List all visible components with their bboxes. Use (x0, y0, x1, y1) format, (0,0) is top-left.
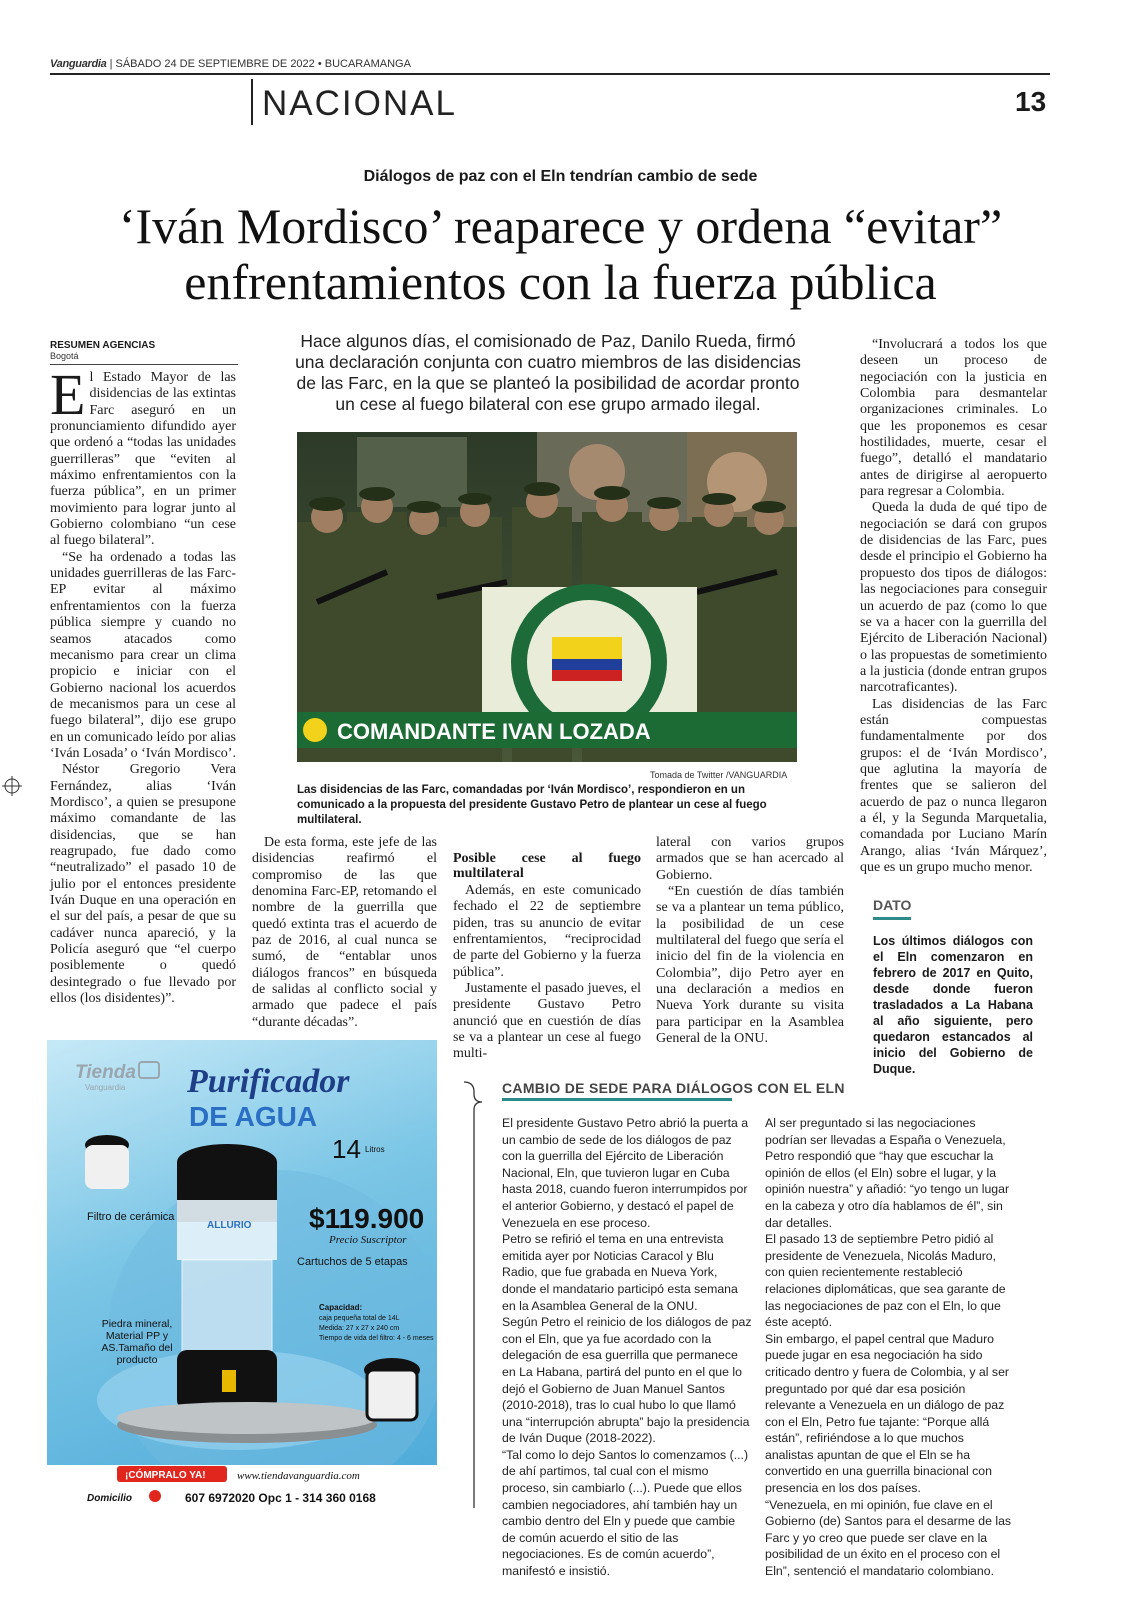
byline-author: RESUMEN AGENCIAS (50, 340, 156, 351)
paragraph: “Se ha ordenado a todas las unidades guerrilleras de las Farc-EP evitar al máximo enfrentamientos con la fuerza pública siempre y cuando no seamos atacados como mecanismo para crear un clima propicio e iniciar con el Gobierno nacional los acuerdos de mecanismos para un cese al fuego bilateral”, dijo ese grupo en un comunicado leído por alias ‘Iván Losada’ o ‘Iván Mordisco’. (50, 549, 236, 761)
photo-banner-text: COMANDANTE IVAN LOZADA (337, 719, 651, 744)
paragraph: Néstor Gregorio Vera Fernández, alias ‘Iván Mordisco’, a quien se presupone máximo comandante de las disidencias, que se han reagrupado, fue dado como “neutralizado” el pasado 10 de julio por el entonces presidente Iván Duque en una operación en el sur del país, a pesar de que su cadáver nunca apareció, y la Policía aseguró que “el cuerpo posiblemente o quedó desintegrado o fue llevado por ellos (los disidentes)”. (50, 762, 236, 1007)
paragraph: El presidente Gustavo Petro abrió la puerta a un cambio de sede de los diálogos de paz con la guerrilla del Ejército de Liberación Nacional, Eln, que tuvieron lugar en Cuba hasta 2018, cuando fueron interrumpidos por el anterior Gobierno, y destacó el papel de Venezuela en ese proceso. (502, 1116, 749, 1230)
article-column-3 (453, 851, 641, 1063)
ad-brand: Tienda (75, 1062, 136, 1083)
ad-cap-title: Capacidad: (319, 1303, 363, 1312)
deck: Hace algunos días, el comisionado de Paz, Danilo Rueda, firmó una declaración conjunta con cuatro miembros de las disidencias de las Farc, en la que se planteó la posibilidad de acordar pronto un cese al fuego bilateral con ese grupo armado ilegal. (295, 331, 801, 414)
page-number: 13 (1015, 86, 1047, 117)
ad-brand-sub: Vanguardia (85, 1083, 126, 1092)
masthead: Vanguardia | SÁBADO 24 DE SEPTIEMBRE DE 2022 • BUCARAMANGA (50, 58, 411, 70)
ad-price: $119.900 (309, 1203, 425, 1234)
paragraph: “Tal como lo dejo Santos lo comenzamos (...) de ahí partimos, tal cual con el mismo proceso, sin cambiarlo (...). Puede que ellos cambien negociadores, ahí también hay un cambio dentro del Eln y puede que cambie de común acuerdo el sitio de las negociaciones. Es de común acuerdo”, manifestó e insistió. (502, 1447, 749, 1579)
drop-cap: E (50, 362, 86, 427)
paragraph: “En cuestión de días también se va a plantear un tema público, la posibilidad de un cese multilateral del fuego que sería el inicio del fin de la violencia en Colombia”, dijo Petro ayer en una declaración a medios en Nueva York durante su visita para participar en la Asamblea General de la ONU. (656, 884, 844, 1047)
paragraph: Al ser preguntado si las negociaciones podrían ser llevadas a España o Venezuela, Petro respondió que “hay que escuchar la opinión de ellos (el Eln) sobre el lugar, y la opinión nuestra” y añadió: “yo tengo un lugar en la cabeza y otro día hablamos de él”, sin dar detalles. (765, 1116, 1010, 1230)
paragraph: Además, en este comunicado fechado el 22 de septiembre piden, tras su anuncio de evitar enfrentamientos, “reciprocidad de parte del Gobierno y la fuerza pública”. (453, 883, 641, 980)
top-rule (50, 73, 1050, 75)
article-column-4 (656, 835, 844, 1047)
sidebar-brace (462, 1080, 502, 1510)
ad-title-2: DE AGUA (189, 1101, 318, 1132)
article-subhead: Posible cese al fuego multilateral (453, 851, 641, 881)
dato-text: Los últimos diálogos con el Eln comenzaron en febrero de 2017 en Quito, desde donde fueron trasladados a La Habana al año siguiente, pero quedaron estancados al inicio del Gobierno de Duque. (873, 934, 1033, 1076)
photo-caption: Las disidencias de las Farc, comandadas por ‘Iván Mordisco’, respondieron en un comunicado a la propuesta del presidente Gustavo Petro de plantear un cese al fuego multilateral. (297, 784, 767, 826)
section-title: NACIONAL (262, 84, 457, 123)
ad-liters: 14 (332, 1134, 361, 1164)
sidebar-column-right (765, 1115, 1015, 1580)
registration-mark-icon (2, 776, 22, 796)
ad-cap-line1: caja pequeña total de 14L (319, 1315, 400, 1322)
paragraph: Las disidencias de las Farc están compuestas fundamentalmente por dos grupos: el de ‘Iván Mordisco’, que aglutina la mayoría de frentes que se salieron del acuerdo de paz o nunca llegaron a él, y la Segunda Marquetalia, comandada por Luciano Marín Arango, alias ‘Iván Márquez’, que es un grupo mucho menor. (860, 696, 1047, 875)
headline-line-1: ‘Iván Mordisco’ reaparece y ordena “evitar” (118, 198, 1003, 254)
article-column-2 (252, 835, 437, 1031)
paragraph: Según Petro el reinicio de los diálogos de paz con el Eln, que ya fue acordado con la delegación de esa guerrilla que permanece en La Habana, partirá del punto en el que lo dejó el Gobierno de Juan Manuel Santos (2010-2018), tras lo cual hubo lo que llamó una “interrupción abrupta” bajo la presidencia de Iván Duque (2018-2022). (502, 1315, 752, 1446)
photo-illustration (297, 432, 797, 762)
ad-label-filter: Filtro de cerámica (87, 1211, 175, 1223)
dato-rule (873, 917, 911, 920)
paragraph: lateral con varios grupos armados que se han acercado al Gobierno. (656, 835, 844, 883)
ad-title-1: Purificador (187, 1063, 350, 1100)
ad-url: www.tiendavanguardia.com (237, 1470, 360, 1482)
paragraph: Petro se refirió el tema en una entrevista emitida ayer por Noticias Caracol y Blu Radio, que fue grabada en Nueva York, donde el mandatario participó esta semana en la Asamblea General de la ONU. (502, 1232, 738, 1313)
sidebar-title: CAMBIO DE SEDE PARA DIÁLOGOS CON EL ELN (502, 1080, 845, 1096)
ad-label-cartridges: Cartuchos de 5 etapas (297, 1256, 408, 1268)
paragraph: El pasado 13 de septiembre Petro pidió al presidente de Venezuela, Nicolás Maduro, con quien recientemente restableció relaciones diplomáticas, que sea garante de las negociaciones de paz con el Eln, lo que éste aceptó. (765, 1232, 1006, 1330)
ad-artwork (47, 1040, 437, 1508)
byline-city: Bogotá (50, 351, 79, 361)
kicker: Diálogos de paz con el Eln tendrían cambio de sede (363, 168, 758, 185)
paragraph: “Venezuela, en mi opinión, fue clave en el Gobierno (de) Santos para el desarme de las Farc y yo creo que puede ser clave en la posibilidad de un éxito en el proceso con el Eln”, sentenció el mandatario colombiano. (765, 1497, 1012, 1579)
headline-line-2: enfrentamientos con la fuerza pública (184, 254, 937, 310)
ad-delivery: Domicilio (87, 1493, 133, 1504)
sidebar-column-left (502, 1115, 752, 1580)
advertisement-water-purifier[interactable] (47, 1040, 437, 1508)
ad-liters-unit: Litros (365, 1145, 385, 1154)
ad-cap-line3: Tiempo de vida del filtro: 4 - 6 meses (319, 1335, 434, 1342)
paragraph: “Involucrará a todos los que deseen un proceso de negociación con la justicia en Colombia para desmantelar organizaciones criminales. Lo que les proponemos es cesar hostilidades, muerte, cesar el fuego”, detalló el mandatario antes de dirigirse al aeropuerto para regresar a Colombia. (860, 337, 1047, 500)
dato-label: DATO (873, 897, 912, 913)
delivery-icon (149, 1490, 161, 1502)
ad-label-stone: Piedra mineral, Material PP y AS.Tamaño del producto (101, 1318, 173, 1366)
news-photo (297, 432, 797, 762)
cart-icon (139, 1062, 159, 1078)
ad-cta: ¡CÓMPRALO YA! (125, 1470, 206, 1481)
section-divider (251, 79, 253, 125)
headline (30, 198, 1091, 310)
article-column-1 (50, 362, 236, 1007)
ad-product-label: ALLURIO (207, 1220, 252, 1231)
paragraph: Sin embargo, el papel central que Maduro puede jugar en esa negociación ha sido criticado dentro y fuera de Colombia, y al ser preguntado por qué dar esa posición relevante a Venezuela en un diálogo de paz con el Eln, Petro fue tajante: “Porque allá están”, refiriéndose a lo que muchos analistas apuntan de que el Eln se ha convertido en una guerrilla binacional con presencia en los dos países. (765, 1331, 1010, 1496)
paragraph: Queda la duda de qué tipo de negociación se dará con grupos de disidencias de las Farc, pues desde el principio el Gobierno ha propuesto dos tipos de diálogos: las negociaciones para conseguir un acuerdo de paz (como lo que se va a hacer con la guerrilla del Ejército de Liberación Nacional) o las propuestas de sometimiento a la justicia (donde entran grupos narcotraficantes). (860, 500, 1047, 696)
photo-credit: Tomada de Twitter /VANGUARDIA (650, 770, 788, 780)
masthead-dateline: SÁBADO 24 DE SEPTIEMBRE DE 2022 • BUCARAMANGA (115, 58, 411, 70)
sidebar-rule (502, 1098, 732, 1101)
ad-price-note: Precio Suscriptor (329, 1234, 407, 1246)
paragraph: De esta forma, este jefe de las disidencias reafirmó el compromiso de las que denomina Farc-EP, retomando el nombre de la guerrilla que quedó extinta tras el acuerdo de paz de 2016, al cual nunca se sumó, de “entablar unos diálogos francos” en búsqueda de salidas al conflicto social y armado que padece el país “durante décadas”. (252, 835, 437, 1030)
masthead-brand: Vanguardia (50, 58, 107, 70)
ad-phone: 607 6972020 Opc 1 - 314 360 0168 (185, 1491, 376, 1505)
article-column-5 (860, 337, 1047, 876)
ad-cap-line2: Medida: 27 x 27 x 240 cm (319, 1325, 400, 1332)
paragraph: El Estado Mayor de las disidencias de las extintas Farc aseguró en un pronunciamiento difundido ayer que ordenó a “todas las unidades guerrilleras” que “eviten al máximo enfrentamientos con la fuerza pública”, en un primer movimiento para lograr junto al Gobierno colombiano “un cese al fuego bilateral”. (50, 362, 236, 549)
paragraph: Justamente el pasado jueves, el presidente Gustavo Petro anunció que en cuestión de días se va a plantear un cese al fuego multi- (453, 981, 641, 1062)
